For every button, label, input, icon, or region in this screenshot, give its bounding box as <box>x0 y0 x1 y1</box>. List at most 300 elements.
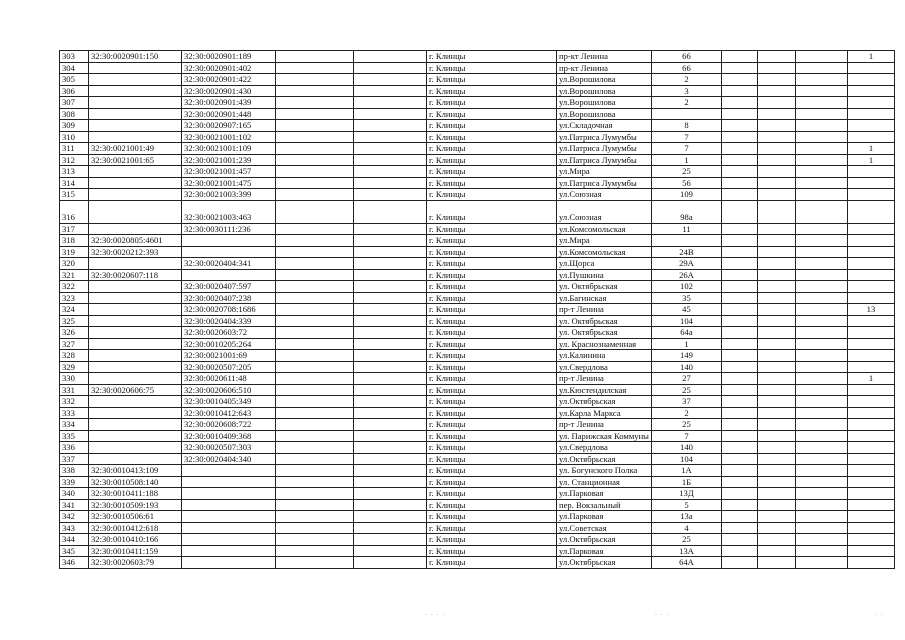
street-cell: ул.Карла Маркса <box>557 407 652 419</box>
row-number-cell: 303 <box>60 51 89 63</box>
city-cell: г. Клинцы <box>427 396 557 408</box>
empty-cell <box>721 304 757 316</box>
city-cell: г. Клинцы <box>427 258 557 270</box>
street-cell: ул.Ворошилова <box>557 97 652 109</box>
cadastral-number-cell <box>89 453 182 465</box>
row-number-cell: 322 <box>60 281 89 293</box>
table-row <box>60 442 895 454</box>
city-cell: г. Клинцы <box>427 327 557 339</box>
count-cell <box>847 246 894 258</box>
row-number-cell: 320 <box>60 258 89 270</box>
empty-cell <box>276 292 354 304</box>
empty-cell <box>757 85 795 97</box>
value-cell <box>795 85 847 97</box>
empty-cell <box>721 545 757 557</box>
cadastral-number-cell: 32:30:0020407:597 <box>182 281 276 293</box>
house-number-cell: 56 <box>651 177 721 189</box>
row-number-cell: 314 <box>60 177 89 189</box>
value-cell <box>795 465 847 477</box>
value-cell <box>795 246 847 258</box>
cadastral-number-cell: 32:30:0010412:643 <box>182 407 276 419</box>
count-cell <box>847 442 894 454</box>
empty-cell <box>757 430 795 442</box>
empty-cell <box>721 338 757 350</box>
empty-cell <box>721 292 757 304</box>
empty-cell <box>757 281 795 293</box>
empty-cell <box>721 200 757 223</box>
count-cell <box>847 189 894 201</box>
empty-cell <box>721 327 757 339</box>
house-number-cell: 64а <box>651 327 721 339</box>
empty-cell <box>757 292 795 304</box>
cadastral-number-cell: 32:30:0020606:75 <box>89 384 182 396</box>
house-number-cell: 45 <box>651 304 721 316</box>
count-cell: 1 <box>847 51 894 63</box>
table-row <box>60 419 895 431</box>
city-cell: г. Клинцы <box>427 511 557 523</box>
cadastral-number-cell <box>89 315 182 327</box>
cadastral-number-cell <box>182 557 276 569</box>
value-cell <box>795 74 847 86</box>
value-cell <box>795 269 847 281</box>
street-cell: ул. Октябрьская <box>557 327 652 339</box>
count-cell: 1 <box>847 154 894 166</box>
value-cell <box>795 350 847 362</box>
count-cell <box>847 223 894 235</box>
table-row <box>60 430 895 442</box>
street-cell: ул. Октябрьская <box>557 281 652 293</box>
empty-cell <box>276 499 354 511</box>
table-row <box>60 97 895 109</box>
table-row <box>60 189 895 201</box>
city-cell: г. Клинцы <box>427 488 557 500</box>
city-cell: г. Клинцы <box>427 304 557 316</box>
row-number-cell: 337 <box>60 453 89 465</box>
count-cell <box>847 269 894 281</box>
count-cell <box>847 74 894 86</box>
empty-cell <box>276 200 354 223</box>
table-row <box>60 74 895 86</box>
value-cell <box>795 407 847 419</box>
table-row <box>60 350 895 362</box>
count-cell: 1 <box>847 373 894 385</box>
empty-cell <box>276 85 354 97</box>
empty-cell <box>354 62 427 74</box>
street-cell: ул.Пушкина <box>557 269 652 281</box>
table-row <box>60 269 895 281</box>
house-number-cell: 1А <box>651 465 721 477</box>
value-cell <box>795 476 847 488</box>
cadastral-number-cell <box>89 373 182 385</box>
house-number-cell: 7 <box>651 143 721 155</box>
house-number-cell: 1 <box>651 154 721 166</box>
cadastral-number-cell: 32:30:0020404:340 <box>182 453 276 465</box>
count-cell <box>847 465 894 477</box>
house-number-cell: 7 <box>651 131 721 143</box>
empty-cell <box>757 97 795 109</box>
empty-cell <box>757 258 795 270</box>
cadastral-number-cell: 32:30:0020603:79 <box>89 557 182 569</box>
cadastral-number-cell: 32:30:0010405:349 <box>182 396 276 408</box>
count-cell <box>847 419 894 431</box>
city-cell: г. Клинцы <box>427 476 557 488</box>
cadastral-number-cell <box>182 465 276 477</box>
empty-cell <box>276 143 354 155</box>
cadastral-number-cell <box>182 246 276 258</box>
street-cell: ул.Комсомольская <box>557 223 652 235</box>
empty-cell <box>354 522 427 534</box>
value-cell <box>795 108 847 120</box>
empty-cell <box>757 534 795 546</box>
empty-cell <box>757 384 795 396</box>
empty-cell <box>354 281 427 293</box>
cadastral-number-cell: 32:30:0020907:165 <box>182 120 276 132</box>
value-cell <box>795 258 847 270</box>
cadastral-number-cell <box>89 177 182 189</box>
row-number-cell: 331 <box>60 384 89 396</box>
count-cell <box>847 315 894 327</box>
empty-cell <box>276 235 354 247</box>
cadastral-number-cell <box>89 350 182 362</box>
street-cell: ул.Парковая <box>557 488 652 500</box>
empty-cell <box>757 361 795 373</box>
value-cell <box>795 534 847 546</box>
value-cell <box>795 189 847 201</box>
street-cell: ул.Свердлова <box>557 361 652 373</box>
empty-cell <box>757 246 795 258</box>
empty-cell <box>354 235 427 247</box>
cadastral-number-cell: 32:30:0020507:303 <box>182 442 276 454</box>
cadastral-number-cell <box>89 304 182 316</box>
empty-cell <box>354 51 427 63</box>
row-number-cell: 344 <box>60 534 89 546</box>
value-cell <box>795 499 847 511</box>
empty-cell <box>721 453 757 465</box>
empty-cell <box>276 166 354 178</box>
cadastral-number-cell <box>89 292 182 304</box>
scan-artifact-mark: · · · · <box>425 612 446 619</box>
house-number-cell: 13а <box>651 511 721 523</box>
cadastral-number-cell: 32:30:0010411:159 <box>89 545 182 557</box>
empty-cell <box>276 258 354 270</box>
city-cell: г. Клинцы <box>427 361 557 373</box>
cadastral-number-cell: 32:30:0020404:339 <box>182 315 276 327</box>
house-number-cell: 29А <box>651 258 721 270</box>
house-number-cell: 5 <box>651 499 721 511</box>
empty-cell <box>757 453 795 465</box>
empty-cell <box>757 557 795 569</box>
empty-cell <box>276 534 354 546</box>
row-number-cell: 305 <box>60 74 89 86</box>
cadastral-number-cell <box>89 407 182 419</box>
empty-cell <box>757 522 795 534</box>
table-row <box>60 327 895 339</box>
row-number-cell: 306 <box>60 85 89 97</box>
scan-artifact-mark: · · <box>875 612 884 619</box>
house-number-cell: 25 <box>651 166 721 178</box>
house-number-cell <box>651 108 721 120</box>
count-cell <box>847 235 894 247</box>
empty-cell <box>354 453 427 465</box>
house-number-cell: 64А <box>651 557 721 569</box>
empty-cell <box>354 488 427 500</box>
table-row <box>60 120 895 132</box>
table-row <box>60 522 895 534</box>
house-number-cell: 35 <box>651 292 721 304</box>
empty-cell <box>354 246 427 258</box>
empty-cell <box>276 361 354 373</box>
empty-cell <box>721 396 757 408</box>
empty-cell <box>721 269 757 281</box>
row-number-cell: 342 <box>60 511 89 523</box>
value-cell <box>795 488 847 500</box>
empty-cell <box>276 453 354 465</box>
house-number-cell: 25 <box>651 419 721 431</box>
value-cell <box>795 384 847 396</box>
street-cell: ул.Патриса Лумумбы <box>557 131 652 143</box>
street-cell: ул.Патриса Лумумбы <box>557 177 652 189</box>
city-cell: г. Клинцы <box>427 62 557 74</box>
empty-cell <box>354 396 427 408</box>
value-cell <box>795 396 847 408</box>
row-number-cell: 333 <box>60 407 89 419</box>
cadastral-number-cell: 32:30:0020212:393 <box>89 246 182 258</box>
cadastral-number-cell: 32:30:0020901:430 <box>182 85 276 97</box>
count-cell <box>847 361 894 373</box>
city-cell: г. Клинцы <box>427 200 557 223</box>
empty-cell <box>721 476 757 488</box>
value-cell <box>795 419 847 431</box>
empty-cell <box>276 108 354 120</box>
row-number-cell: 338 <box>60 465 89 477</box>
count-cell <box>847 453 894 465</box>
city-cell: г. Клинцы <box>427 453 557 465</box>
count-cell <box>847 258 894 270</box>
city-cell: г. Клинцы <box>427 235 557 247</box>
empty-cell <box>721 154 757 166</box>
empty-cell <box>757 200 795 223</box>
house-number-cell <box>651 235 721 247</box>
count-cell <box>847 534 894 546</box>
row-number-cell: 307 <box>60 97 89 109</box>
empty-cell <box>276 430 354 442</box>
count-cell <box>847 396 894 408</box>
cadastral-number-cell: 32:30:0010506:61 <box>89 511 182 523</box>
empty-cell <box>354 189 427 201</box>
row-number-cell: 315 <box>60 189 89 201</box>
empty-cell <box>354 269 427 281</box>
count-cell <box>847 338 894 350</box>
empty-cell <box>757 177 795 189</box>
house-number-cell: 66 <box>651 62 721 74</box>
city-cell: г. Клинцы <box>427 74 557 86</box>
count-cell <box>847 85 894 97</box>
street-cell: ул.Советская <box>557 522 652 534</box>
cadastral-number-cell: 32:30:0020901:422 <box>182 74 276 86</box>
table-row <box>60 177 895 189</box>
city-cell: г. Клинцы <box>427 143 557 155</box>
cadastral-number-cell <box>89 338 182 350</box>
cadastral-number-cell <box>89 200 182 223</box>
house-number-cell: 149 <box>651 350 721 362</box>
city-cell: г. Клинцы <box>427 442 557 454</box>
cadastral-number-cell <box>182 534 276 546</box>
empty-cell <box>757 154 795 166</box>
street-cell: ул.Октябрьская <box>557 534 652 546</box>
house-number-cell: 102 <box>651 281 721 293</box>
table-row <box>60 407 895 419</box>
table-row <box>60 304 895 316</box>
value-cell <box>795 315 847 327</box>
empty-cell <box>721 258 757 270</box>
empty-cell <box>276 396 354 408</box>
cadastral-number-cell <box>89 189 182 201</box>
empty-cell <box>354 476 427 488</box>
house-number-cell: 24В <box>651 246 721 258</box>
value-cell <box>795 235 847 247</box>
cadastral-number-cell: 32:30:0010410:166 <box>89 534 182 546</box>
street-cell: пр-т Ленина <box>557 304 652 316</box>
row-number-cell: 336 <box>60 442 89 454</box>
city-cell: г. Клинцы <box>427 384 557 396</box>
empty-cell <box>276 545 354 557</box>
city-cell: г. Клинцы <box>427 534 557 546</box>
row-number-cell: 310 <box>60 131 89 143</box>
street-cell: ул. Парижская Коммуны <box>557 430 652 442</box>
empty-cell <box>354 177 427 189</box>
empty-cell <box>354 166 427 178</box>
empty-cell <box>757 131 795 143</box>
empty-cell <box>757 442 795 454</box>
house-number-cell: 7 <box>651 430 721 442</box>
city-cell: г. Клинцы <box>427 189 557 201</box>
empty-cell <box>721 85 757 97</box>
empty-cell <box>757 120 795 132</box>
house-number-cell: 8 <box>651 120 721 132</box>
empty-cell <box>757 189 795 201</box>
empty-cell <box>757 350 795 362</box>
street-cell: ул.Щорса <box>557 258 652 270</box>
row-number-cell: 332 <box>60 396 89 408</box>
house-number-cell: 26А <box>651 269 721 281</box>
cadastral-number-cell <box>182 522 276 534</box>
cadastral-number-cell <box>89 108 182 120</box>
cadastral-number-cell: 32:30:0020606:510 <box>182 384 276 396</box>
table-row <box>60 396 895 408</box>
cadastral-number-cell: 32:30:0020901:439 <box>182 97 276 109</box>
city-cell: г. Клинцы <box>427 557 557 569</box>
empty-cell <box>276 315 354 327</box>
empty-cell <box>721 281 757 293</box>
empty-cell <box>757 545 795 557</box>
house-number-cell: 3 <box>651 85 721 97</box>
street-cell: ул.Багинская <box>557 292 652 304</box>
house-number-cell: 25 <box>651 534 721 546</box>
table-row <box>60 292 895 304</box>
count-cell <box>847 407 894 419</box>
street-cell: ул.Свердлова <box>557 442 652 454</box>
city-cell: г. Клинцы <box>427 522 557 534</box>
cadastral-number-cell <box>182 511 276 523</box>
empty-cell <box>757 269 795 281</box>
street-cell: ул. Октябрьская <box>557 315 652 327</box>
table-row <box>60 62 895 74</box>
house-number-cell: 4 <box>651 522 721 534</box>
row-number-cell: 343 <box>60 522 89 534</box>
city-cell: г. Клинцы <box>427 120 557 132</box>
empty-cell <box>721 315 757 327</box>
house-number-cell: 104 <box>651 315 721 327</box>
table-row <box>60 511 895 523</box>
cadastral-number-cell <box>89 166 182 178</box>
empty-cell <box>721 143 757 155</box>
street-cell: ул.Союзная <box>557 200 652 223</box>
empty-cell <box>721 108 757 120</box>
row-number-cell: 325 <box>60 315 89 327</box>
street-cell: ул.Ворошилова <box>557 74 652 86</box>
table-row <box>60 315 895 327</box>
city-cell: г. Клинцы <box>427 465 557 477</box>
empty-cell <box>721 499 757 511</box>
table-row <box>60 465 895 477</box>
cadastral-number-cell: 32:30:0021001:102 <box>182 131 276 143</box>
street-cell: ул.Парковая <box>557 545 652 557</box>
city-cell: г. Клинцы <box>427 430 557 442</box>
cadastral-number-cell: 32:30:0021001:49 <box>89 143 182 155</box>
table-row <box>60 545 895 557</box>
cadastral-number-cell: 32:30:0020901:448 <box>182 108 276 120</box>
empty-cell <box>354 304 427 316</box>
count-cell <box>847 545 894 557</box>
value-cell <box>795 62 847 74</box>
house-number-cell: 109 <box>651 189 721 201</box>
row-number-cell: 327 <box>60 338 89 350</box>
cadastral-number-cell <box>89 430 182 442</box>
empty-cell <box>354 511 427 523</box>
city-cell: г. Клинцы <box>427 269 557 281</box>
empty-cell <box>354 223 427 235</box>
empty-cell <box>354 327 427 339</box>
empty-cell <box>354 120 427 132</box>
city-cell: г. Клинцы <box>427 223 557 235</box>
empty-cell <box>757 166 795 178</box>
empty-cell <box>354 85 427 97</box>
cadastral-number-cell <box>182 545 276 557</box>
empty-cell <box>721 522 757 534</box>
table-body <box>60 51 895 569</box>
cadastral-number-cell: 32:30:0021001:109 <box>182 143 276 155</box>
empty-cell <box>721 62 757 74</box>
cadastral-number-cell <box>89 74 182 86</box>
empty-cell <box>721 131 757 143</box>
street-cell: пр-т Ленина <box>557 373 652 385</box>
cadastral-number-cell <box>89 120 182 132</box>
empty-cell <box>276 511 354 523</box>
table-row <box>60 200 895 223</box>
empty-cell <box>721 534 757 546</box>
empty-cell <box>354 143 427 155</box>
city-cell: г. Клинцы <box>427 292 557 304</box>
empty-cell <box>276 557 354 569</box>
empty-cell <box>276 373 354 385</box>
count-cell: 13 <box>847 304 894 316</box>
cadastral-number-cell: 32:30:0020901:150 <box>89 51 182 63</box>
count-cell <box>847 476 894 488</box>
empty-cell <box>757 419 795 431</box>
empty-cell <box>721 407 757 419</box>
row-number-cell: 323 <box>60 292 89 304</box>
value-cell <box>795 292 847 304</box>
